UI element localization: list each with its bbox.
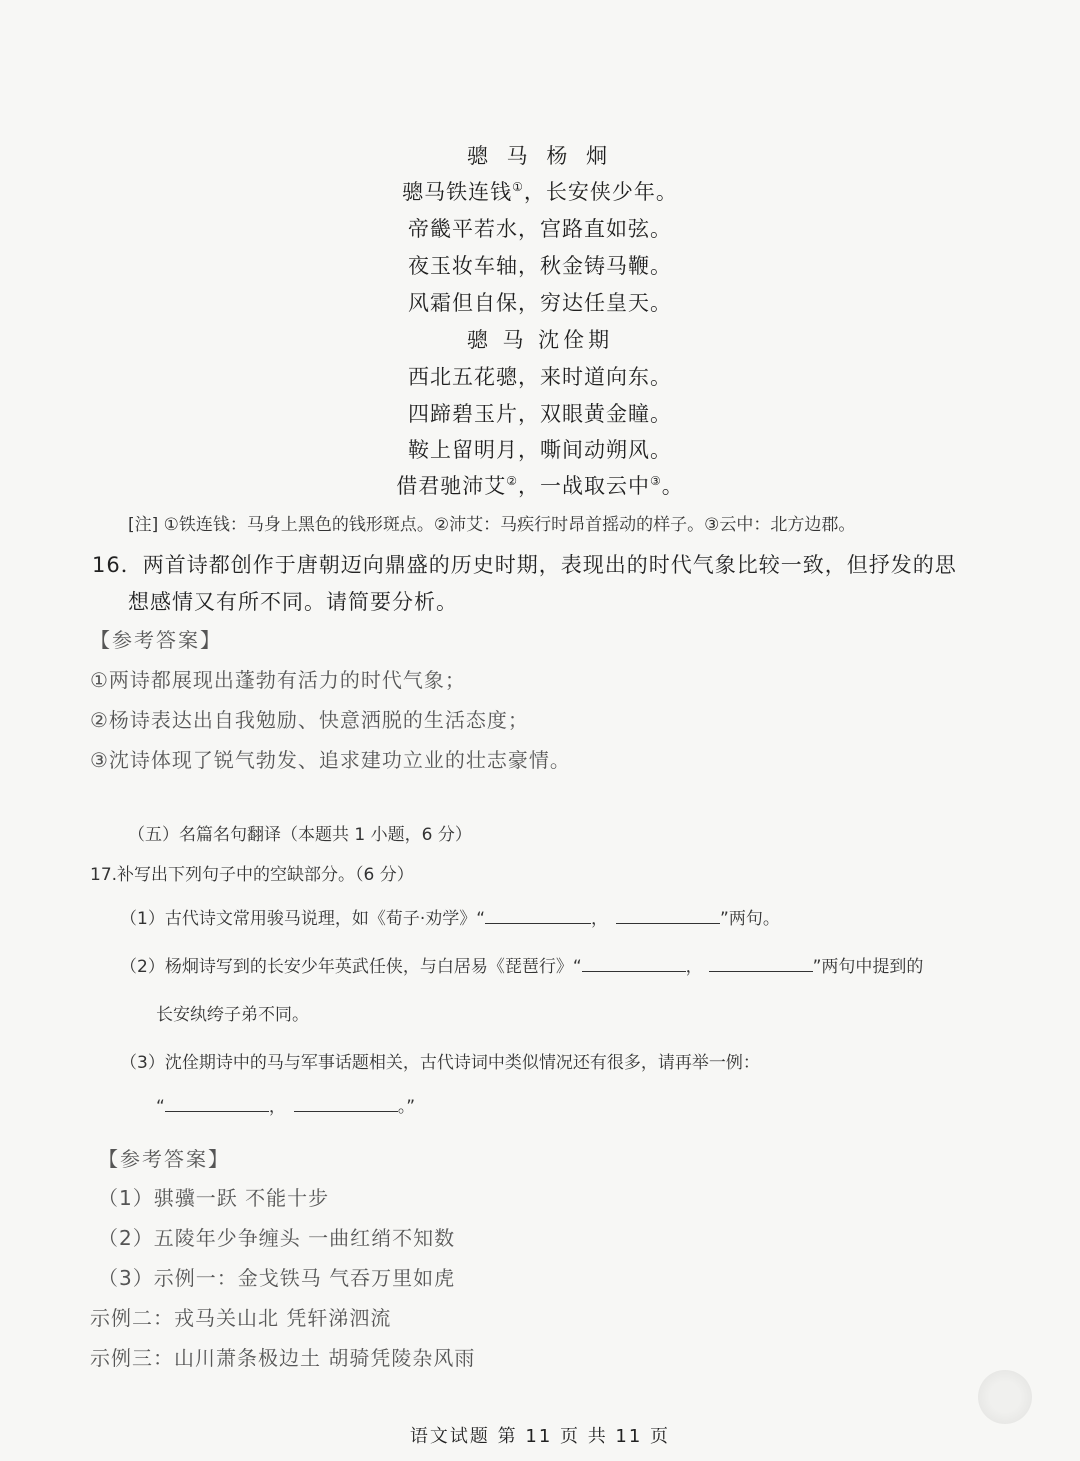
poem1-line2: 帝畿平若水，宫路直如弦。 [408,217,672,241]
question-17-stem: 17.补写出下列句子中的空缺部分。（6 分） [90,865,414,885]
answer-blank[interactable] [582,955,686,972]
footnote-ref-2: ② [506,474,518,488]
q17-sub1-comma: ， [591,909,609,929]
poem2-line2: 四蹄碧玉片，双眼黄金瞳。 [408,402,672,426]
answer-17-heading: 【参考答案】 [98,1147,230,1171]
answer-blank[interactable] [294,1095,398,1112]
q17-sub1-text: （1）古代诗文常用骏马说理，如《荀子·劝学》“ [120,909,486,929]
question-17-sub2-cont: 长安纨绔子弟不同。 [156,1005,309,1025]
poem2-line4 [0,470,1080,500]
answer-17-item-5: 示例三：山川萧条极边土 胡骑凭陵杂风雨 [90,1346,476,1370]
question-16-line2: 想感情又有所不同。请简要分析。 [128,590,458,614]
poem1-line3: 夜玉妆车轴，秋金铸马鞭。 [408,254,672,278]
answer-17-item-4: 示例二：戎马关山北 凭轩涕泗流 [90,1306,392,1330]
poem1-line4: 风霜但自保，穷达任皇天。 [408,291,672,315]
q17-sub1-end: ”两句。 [720,909,780,929]
q17-sub2-end: ”两句中提到的 [812,957,924,977]
q17-sub2-comma: ， [685,957,703,977]
footnote-ref-3: ③ [650,474,662,488]
poem2-title: 骢 马 沈佺期 [466,328,614,352]
q17-sub3-close: 。” [397,1097,416,1117]
question-17-sub3-blanks [156,1092,415,1117]
section-5-heading: （五）名篇名句翻译（本题共 1 小题，6 分） [128,825,472,845]
poem2-line3: 鞍上留明月，嘶间动朔风。 [408,438,672,462]
answer-17-item-1: （1）骐骥一跃 不能十步 [98,1186,330,1210]
answer-16-item-3: ③沈诗体现了锐气勃发、追求建功立业的壮志豪情。 [90,748,571,772]
footnote-ref-1: ① [512,180,524,194]
answer-blank[interactable] [616,907,720,924]
poem2-line4-c: 。 [661,474,684,498]
answer-blank[interactable] [709,955,813,972]
question-17-sub1 [120,904,780,929]
question-17-sub2 [120,952,923,977]
watermark-mark [978,1370,1032,1424]
poem1-line1 [0,176,1080,206]
q17-sub2-text: （2）杨炯诗写到的长安少年英武任侠，与白居易《琵琶行》“ [120,957,582,977]
poem1-line1-b: ，长安侠少年。 [523,180,678,204]
poem2-line1: 西北五花骢，来时道向东。 [408,365,672,389]
answer-17-item-3: （3）示例一：金戈铁马 气吞万里如虎 [98,1266,456,1290]
answer-blank[interactable] [485,907,591,924]
question-17-sub3: （3）沈佺期诗中的马与军事话题相关，古代诗词中类似情况还有很多，请再举一例： [120,1053,760,1073]
answer-16-item-2: ②杨诗表达出自我勉励、快意洒脱的生活态度； [90,708,529,732]
poem1-line1-a: 骢马铁连钱 [402,180,513,204]
answer-blank[interactable] [165,1095,269,1112]
poem-note: [注] ①铁连钱：马身上黑色的钱形斑点。②沛艾：马疾行时昂首摇动的样子。③云中：北方边郡。 [128,515,856,535]
answer-16-heading: 【参考答案】 [90,628,222,652]
q17-sub3-comma: ， [268,1097,286,1117]
poem2-line4-a: 借君驰沛艾 [396,474,507,498]
q17-sub3-open: “ [156,1097,165,1117]
answer-17-item-2: （2）五陵年少争缠头 一曲红绡不知数 [98,1226,456,1250]
question-16-line1: 16．两首诗都创作于唐朝迈向鼎盛的历史时期，表现出的时代气象比较一致，但抒发的思 [92,553,957,577]
answer-16-item-1: ①两诗都展现出蓬勃有活力的时代气象； [90,668,466,692]
page-footer: 语文试题 第 11 页 共 11 页 [409,1426,671,1447]
poem2-line4-b: ，一战取云中 [518,474,650,498]
poem1-title: 骢 马 杨 炯 [466,144,614,168]
